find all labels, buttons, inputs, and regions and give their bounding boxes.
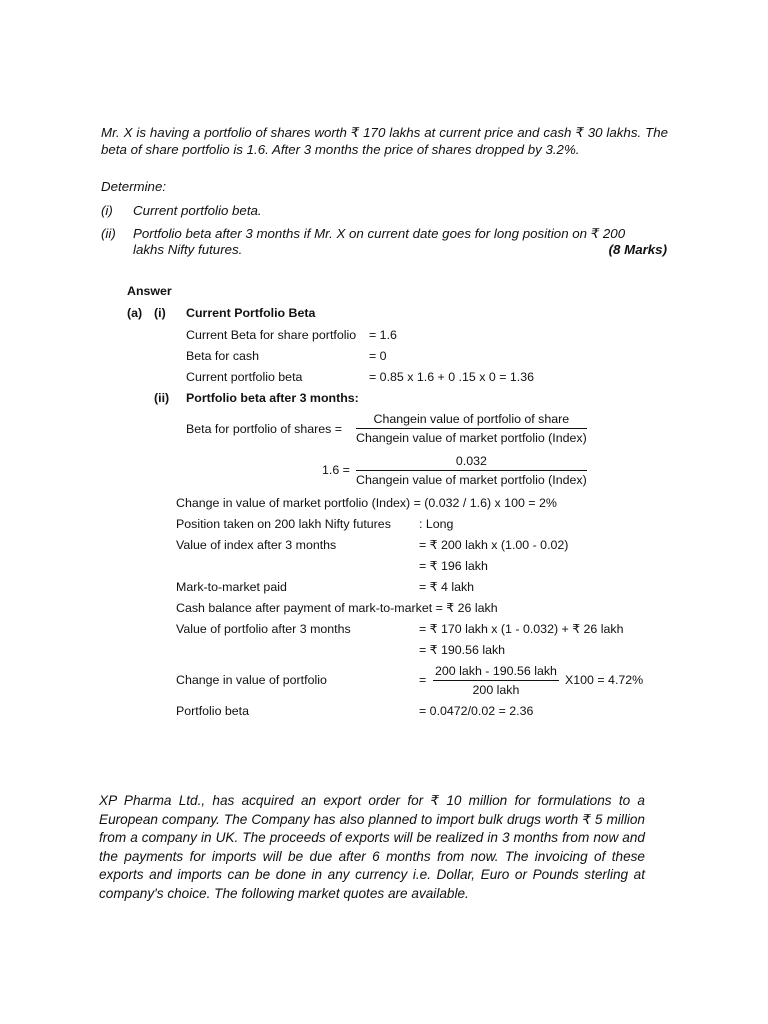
change-portfolio-label: Change in value of portfolio	[176, 673, 327, 687]
portfolio-value-line-1: = ₹ 170 lakh x (1 - 0.032) + ₹ 26 lakh	[419, 622, 624, 636]
row-value-current-beta: = 0.85 x 1.6 + 0 .15 x 0 = 1.36	[369, 370, 534, 384]
question-2-text: XP Pharma Ltd., has acquired an export order for ₹ 10 million for formulations to a European company. The Company has also planned to import bulk drugs worth ₹ 5 million from a company in UK. The proceeds of exports will be realized in 3 months from now and the payments for imports will be due after 6 months from now. The invoicing of these exports and imports can be done in any currency i.e. Dollar, Euro or Pounds sterling at company's choice. The following market quotes are available.	[99, 793, 645, 901]
item-ii-text-continued: lakhs Nifty futures.	[133, 242, 243, 257]
equation-fraction	[356, 454, 587, 488]
item-ii-number: (ii)	[101, 226, 116, 241]
answer-heading: Answer	[127, 284, 172, 298]
position-value: : Long	[419, 517, 454, 531]
row-label-cash-beta: Beta for cash	[186, 349, 260, 363]
beta-formula-numerator: Changein value of portfolio of share	[356, 412, 587, 429]
row-label-current-beta: Current portfolio beta	[186, 370, 303, 384]
row-value-cash-beta: = 0	[369, 349, 387, 363]
row-value-share-beta: = 1.6	[369, 328, 397, 342]
change-portfolio-equals: =	[419, 673, 427, 687]
item-i-number: (i)	[101, 203, 113, 218]
mtm-value: = ₹ 4 lakh	[419, 580, 475, 594]
beta-formula-denominator: Changein value of market portfolio (Index)	[356, 431, 587, 445]
portfolio-value-line-2: = ₹ 190.56 lakh	[419, 643, 506, 657]
change-portfolio-fraction	[433, 664, 559, 698]
beta-formula-label: Beta for portfolio of shares =	[186, 422, 343, 436]
item-ii-text: Portfolio beta after 3 months if Mr. X on current date goes for long position on ₹ 200	[133, 226, 626, 241]
row-label-share-beta: Current Beta for share portfolio	[186, 328, 357, 342]
cash-balance-line: Cash balance after payment of mark-to-market = ₹ 26 lakh	[176, 601, 498, 615]
index-value-label: Value of index after 3 months	[176, 538, 337, 552]
change-index-line: Change in value of market portfolio (Index) = (0.032 / 1.6) x 100 = 2%	[176, 496, 557, 510]
change-portfolio-numerator: 200 lakh - 190.56 lakh	[433, 664, 559, 681]
mtm-label: Mark-to-market paid	[176, 580, 287, 594]
portfolio-beta-value: = 0.0472/0.02 = 2.36	[419, 704, 534, 718]
beta-formula-fraction	[356, 412, 587, 446]
index-value-line-1: = ₹ 200 lakh x (1.00 - 0.02)	[419, 538, 569, 552]
index-value-line-2: = ₹ 196 lakh	[419, 559, 488, 573]
marks-label: (8 Marks)	[608, 242, 667, 257]
equation-denominator: Changein value of market portfolio (Index)	[356, 473, 587, 487]
change-portfolio-denominator: 200 lakh	[472, 683, 520, 697]
item-i-text: Current portfolio beta.	[133, 203, 262, 218]
part-a-label: (a)	[127, 306, 143, 320]
position-label: Position taken on 200 lakh Nifty futures	[176, 517, 391, 531]
sub-i-label: (i)	[154, 306, 166, 320]
question-intro: Mr. X is having a portfolio of shares worth ₹ 170 lakhs at current price and cash ₹ 30 lakhs. The beta of share portfolio is 1.6. After 3 months the price of shares dropped by 3.2%.	[101, 125, 668, 157]
sub-i-title: Current Portfolio Beta	[186, 306, 316, 320]
equation-left: 1.6 =	[322, 463, 350, 477]
portfolio-beta-label: Portfolio beta	[176, 704, 250, 718]
portfolio-value-label: Value of portfolio after 3 months	[176, 622, 351, 636]
sub-ii-title: Portfolio beta after 3 months:	[186, 391, 359, 405]
equation-numerator: 0.032	[356, 454, 587, 471]
sub-ii-label: (ii)	[154, 391, 170, 405]
determine-label: Determine:	[101, 179, 167, 194]
change-portfolio-result: X100 = 4.72%	[565, 673, 644, 687]
